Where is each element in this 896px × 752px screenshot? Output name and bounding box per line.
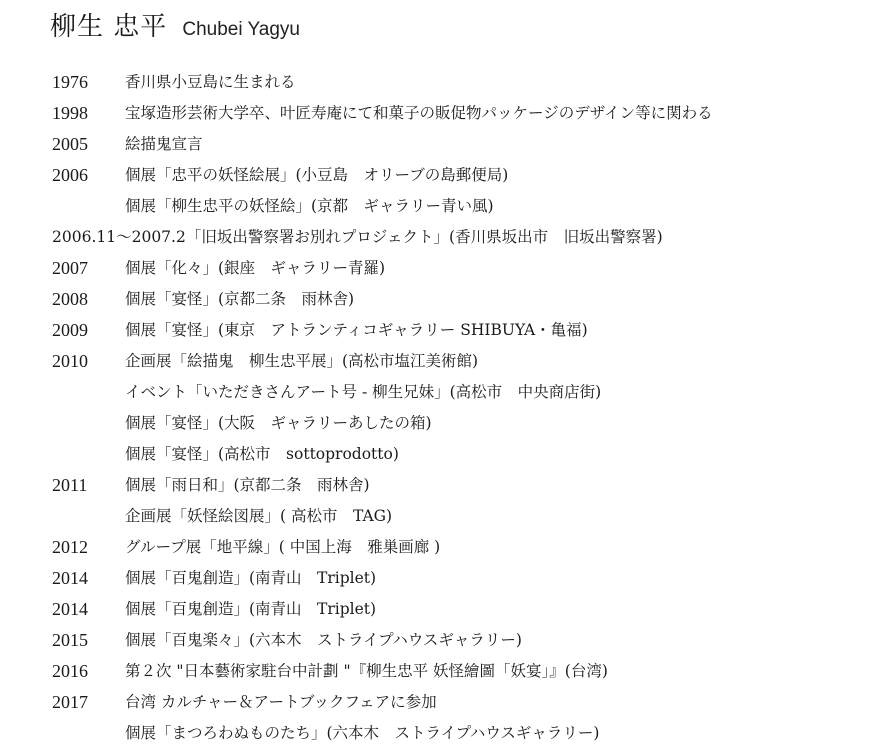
timeline-entry [52, 563, 882, 594]
timeline-entry [52, 222, 882, 253]
entry-text: 個展「雨日和」(京都二条 雨林舎) [125, 476, 370, 494]
entry-text: 個展「百鬼創造」(南青山 Triplet) [125, 569, 377, 587]
entry-text: 個展「化々」(銀座 ギャラリー青羅) [125, 259, 386, 277]
entry-text: 個展「宴怪」(東京 アトランティコギャラリー SHIBUYA・亀福) [125, 321, 588, 339]
entry-text: 香川県小豆島に生まれる [125, 73, 296, 91]
timeline-entry [52, 253, 882, 284]
timeline-entry [52, 67, 882, 98]
entry-year: 2014 [52, 568, 88, 588]
entry-text: 企画展「妖怪絵図展」( 高松市 TAG) [125, 507, 393, 525]
entry-text: 個展「宴怪」(大阪 ギャラリーあしたの箱) [125, 414, 432, 432]
entry-text: 個展「宴怪」(京都二条 雨林舎) [125, 290, 355, 308]
entry-text: 個展「宴怪」(高松市 sottoprodotto) [125, 445, 399, 463]
entry-year: 2010 [52, 351, 88, 371]
page-header [50, 6, 300, 43]
entry-text: 2006.11～2007.2「旧坂出警察署お別れプロジェクト」(香川県坂出市 旧坂出警察署) [52, 228, 663, 246]
entry-year: 2007 [52, 258, 88, 278]
timeline-entry [52, 191, 882, 222]
timeline-entry [52, 656, 882, 687]
timeline-entry [52, 315, 882, 346]
entry-year: 2011 [52, 475, 88, 495]
timeline-entry [52, 439, 882, 470]
entry-year: 2014 [52, 599, 88, 619]
timeline-entry [52, 501, 882, 532]
entry-text: 個展「忠平の妖怪絵展」(小豆島 オリーブの島郵便局) [125, 166, 509, 184]
entry-year: 2017 [52, 692, 88, 712]
entry-text: 第２次 "日本藝術家駐台中計劃 "『柳生忠平 妖怪繪圖「妖宴」』(台湾) [125, 662, 608, 680]
entry-text: グループ展「地平線」( 中国上海 雅巣画廊 ) [125, 538, 441, 556]
timeline-entry [52, 687, 882, 718]
timeline-entry [52, 718, 882, 749]
timeline-entry [52, 377, 882, 408]
entry-text: イベント「いただきさんアート号 - 柳生兄妹」(高松市 中央商店街) [125, 383, 602, 401]
entry-year: 2016 [52, 661, 88, 681]
entry-year: 2006 [52, 165, 88, 185]
entry-text: 個展「まつろわぬものたち」(六本木 ストライプハウスギャラリー) [125, 724, 600, 742]
entry-year: 2012 [52, 537, 88, 557]
entry-text: 個展「柳生忠平の妖怪絵」(京都 ギャラリー青い風) [125, 197, 494, 215]
entry-text: 企画展「絵描鬼 柳生忠平展」(高松市塩江美術館) [125, 352, 479, 370]
timeline-entry [52, 625, 882, 656]
timeline-entry [52, 408, 882, 439]
entry-text: 個展「百鬼楽々」(六本木 ストライプハウスギャラリー) [125, 631, 522, 649]
timeline-entry [52, 346, 882, 377]
timeline-entry [52, 160, 882, 191]
entry-year: 2005 [52, 134, 88, 154]
timeline-entry [52, 470, 882, 501]
entry-year: 1976 [52, 72, 88, 92]
entry-year: 1998 [52, 103, 88, 123]
timeline-entry [52, 284, 882, 315]
entry-year: 2015 [52, 630, 88, 650]
timeline-entry [52, 594, 882, 625]
artist-name-english: Chubei Yagyu [182, 19, 300, 40]
entry-text: 個展「百鬼創造」(南青山 Triplet) [125, 600, 377, 618]
entry-text: 宝塚造形芸術大学卒、叶匠寿庵にて和菓子の販促物パッケージのデザイン等に関わる [125, 104, 713, 122]
career-timeline [52, 67, 882, 749]
timeline-entry [52, 129, 882, 160]
artist-name-japanese: 柳生 忠平 [50, 12, 168, 42]
entry-year: 2009 [52, 320, 88, 340]
timeline-entry [52, 98, 882, 129]
entry-year: 2008 [52, 289, 88, 309]
entry-text: 台湾 カルチャー＆アートブックフェアに参加 [125, 693, 437, 711]
entry-text: 絵描鬼宣言 [125, 135, 203, 153]
timeline-entry [52, 532, 882, 563]
